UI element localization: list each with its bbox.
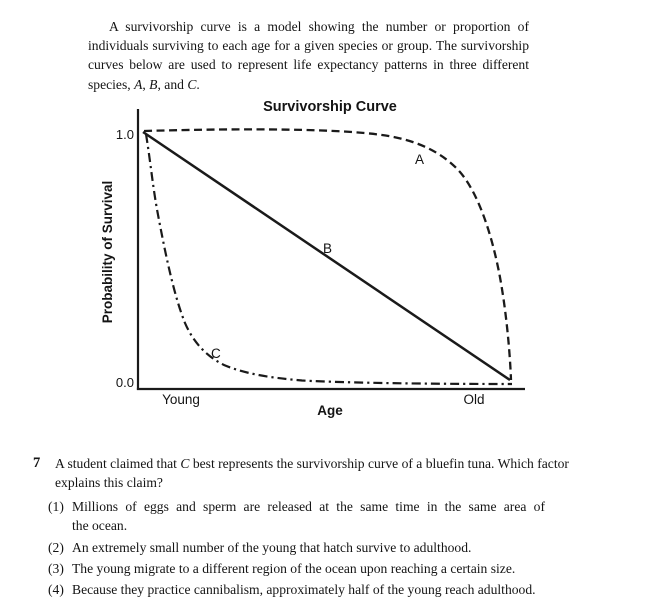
curve-b-solid: [143, 132, 510, 380]
y-tick-0-0: 0.0: [115, 375, 134, 390]
intro-line-2: individuals surviving to each age for a given species or group. The survivorship: [88, 38, 529, 54]
option-4-text: Because they practice cannibalism, approximately half of the young reach adulthood.: [72, 581, 536, 597]
option-1-label: (1): [48, 499, 64, 514]
intro-paragraph: [88, 17, 529, 94]
y-axis-label: Probability of Survival: [100, 180, 115, 324]
intro-line-1: A survivorship curve is a model showing the number or proportion of: [109, 19, 529, 34]
answer-option-1: [48, 497, 545, 536]
question-line-1: A student claimed that C best represents the survivorship curve of a bluefin tuna. Which factor: [55, 456, 569, 471]
question-line-2: explains this claim?: [55, 475, 163, 491]
option-3-text: The young migrate to a different region of the ocean upon reaching a certain size.: [72, 560, 516, 576]
option-4-label: (4): [48, 581, 64, 597]
answer-option-3: [48, 559, 545, 578]
x-tick-old: Old: [463, 392, 485, 407]
curve-c-reference-italic: C: [180, 456, 190, 471]
y-tick-1-0: 1.0: [115, 127, 134, 142]
species-a-italic: A: [134, 76, 143, 92]
species-c-italic: C: [187, 76, 197, 92]
curve-a-label: A: [415, 152, 425, 167]
survivorship-curve-chart: [90, 93, 560, 428]
intro-line-3: curves below are used to represent life expectancy patterns in three different: [88, 57, 529, 73]
intro-line-4: species, A, B, and C.: [88, 76, 200, 92]
question-number: 7: [33, 455, 41, 471]
curve-c-label: C: [211, 346, 221, 361]
question-text: [55, 454, 585, 493]
answer-option-2: [48, 538, 545, 557]
species-b-italic: B: [149, 76, 158, 92]
curve-b-label: B: [323, 241, 333, 256]
x-axis-label: Age: [317, 403, 343, 418]
chart-title: Survivorship Curve: [263, 99, 397, 115]
option-3-label: (3): [48, 560, 64, 576]
x-tick-young: Young: [162, 392, 200, 407]
option-2-text: An extremely small number of the young that hatch survive to adulthood.: [72, 539, 472, 555]
answer-options: [48, 497, 545, 599]
option-2-label: (2): [48, 539, 64, 555]
option-1-text: Millions of eggs and sperm are released at the same time in the same area of the ocean.: [72, 499, 545, 534]
answer-option-4: [48, 580, 545, 599]
